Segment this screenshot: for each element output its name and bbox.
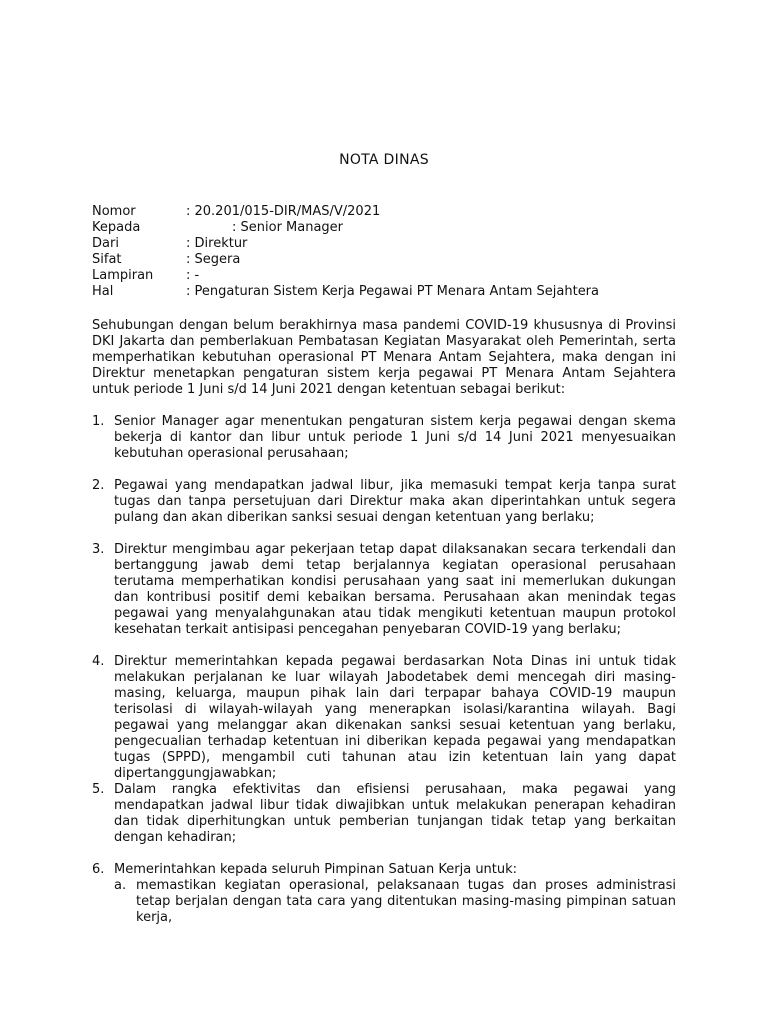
list-item-2 <box>92 478 676 526</box>
list-item-6 <box>92 862 676 878</box>
list-number: 1. <box>92 414 105 429</box>
list-number: 4. <box>92 654 105 669</box>
list-number: 6. <box>92 862 105 877</box>
meta-value: : Direktur <box>186 236 248 251</box>
meta-label: Dari <box>92 236 119 251</box>
meta-value: : Pengaturan Sistem Kerja Pegawai PT Menara Antam Sejahtera <box>186 284 599 299</box>
document-title: NOTA DINAS <box>339 152 429 168</box>
list-item-4 <box>92 654 676 782</box>
list-text: Direktur memerintahkan kepada pegawai berdasarkan Nota Dinas ini untuk tidak melakukan perjalanan ke luar wilayah Jabodetabek demi mencegah diri masing-masing, keluarga, maupun pihak lain dari terpapar bahaya COVID-19 maupun terisolasi di wilayah-wilayah yang menerapkan isolasi/karantina wilayah. Bagi pegawai yang melanggar akan dikenakan sanksi sesuai ketentuan yang berlaku, pengecualian terhadap ketentuan ini diberikan kepada pegawai yang mendapatkan tugas (SPPD), mengambil cuti tahunan atau izin ketentuan lain yang dapat dipertanggungjawabkan; <box>114 654 676 781</box>
list-number: 5. <box>92 782 105 797</box>
meta-row-sifat <box>92 252 692 268</box>
meta-row-dari <box>92 236 692 252</box>
meta-label: Lampiran <box>92 268 154 283</box>
meta-row-nomor <box>92 204 692 220</box>
list-text: Memerintahkan kepada seluruh Pimpinan Satuan Kerja untuk: <box>114 862 518 877</box>
meta-label: Nomor <box>92 204 136 219</box>
list-text: Direktur mengimbau agar pekerjaan tetap dapat dilaksanakan secara terkendali dan bertanggung jawab demi tetap berjalannya kegiatan operasional perusahaan terutama memperhatikan kondisi perusahaan yang saat ini memerlukan dukungan dan kontribusi positif demi kebaikan bersama. Perusahaan akan menindak tegas pegawai yang menyalahgunakan atau tidak mengikuti ketentuan maupun protokol kesehatan terkait antisipasi pencegahan penyebaran COVID-19 yang berlaku; <box>114 542 676 637</box>
meta-value: : Segera <box>186 252 241 267</box>
sub-number: a. <box>114 878 127 893</box>
list-number: 3. <box>92 542 105 557</box>
meta-label: Hal <box>92 284 114 299</box>
sub-item-a <box>114 878 676 926</box>
list-item-3 <box>92 542 676 638</box>
meta-value: : - <box>186 268 200 283</box>
list-item-5 <box>92 782 676 846</box>
list-text: Senior Manager agar menentukan pengaturan sistem kerja pegawai dengan skema bekerja di kantor dan libur untuk periode 1 Juni s/d 14 Juni 2021 menyesuaikan kebutuhan operasional perusahaan; <box>114 414 676 461</box>
meta-row-kepada <box>92 220 692 236</box>
sub-text: memastikan kegiatan operasional, pelaksanaan tugas dan proses administrasi tetap berjalan dengan tata cara yang ditentukan masing-masing pimpinan satuan kerja, <box>136 878 676 925</box>
meta-label: Kepada <box>92 220 141 235</box>
meta-value: : Senior Manager <box>232 220 344 235</box>
meta-value: : 20.201/015-DIR/MAS/V/2021 <box>186 204 381 219</box>
memo-header <box>92 204 692 300</box>
list-text: Pegawai yang mendapatkan jadwal libur, jika memasuki tempat kerja tanpa surat tugas dan tanpa persetujuan dari Direktur maka akan diperintahkan untuk segera pulang dan akan diberikan sanksi sesuai dengan ketentuan yang berlaku; <box>114 478 676 525</box>
meta-row-lampiran <box>92 268 692 284</box>
meta-label: Sifat <box>92 252 122 267</box>
meta-row-hal <box>92 284 692 300</box>
intro-paragraph: Sehubungan dengan belum berakhirnya masa pandemi COVID-19 khususnya di Provinsi DKI Jakarta dan pemberlakuan Pembatasan Kegiatan Masyarakat oleh Pemerintah, serta memperhatikan kebutuhan operasional PT Menara Antam Sejahtera, maka dengan ini Direktur menetapkan pengaturan sistem kerja pegawai PT Menara Antam Sejahtera untuk periode 1 Juni s/d 14 Juni 2021 dengan ketentuan sebagai berikut: <box>92 318 676 397</box>
list-item-1 <box>92 414 676 462</box>
list-number: 2. <box>92 478 105 493</box>
list-text: Dalam rangka efektivitas dan efisiensi perusahaan, maka pegawai yang mendapatkan jadwal libur tidak diwajibkan untuk melakukan penerapan kehadiran dan tidak diperhitungkan untuk pemberian tunjangan tidak tetap yang berkaitan dengan kehadiran; <box>114 782 676 845</box>
